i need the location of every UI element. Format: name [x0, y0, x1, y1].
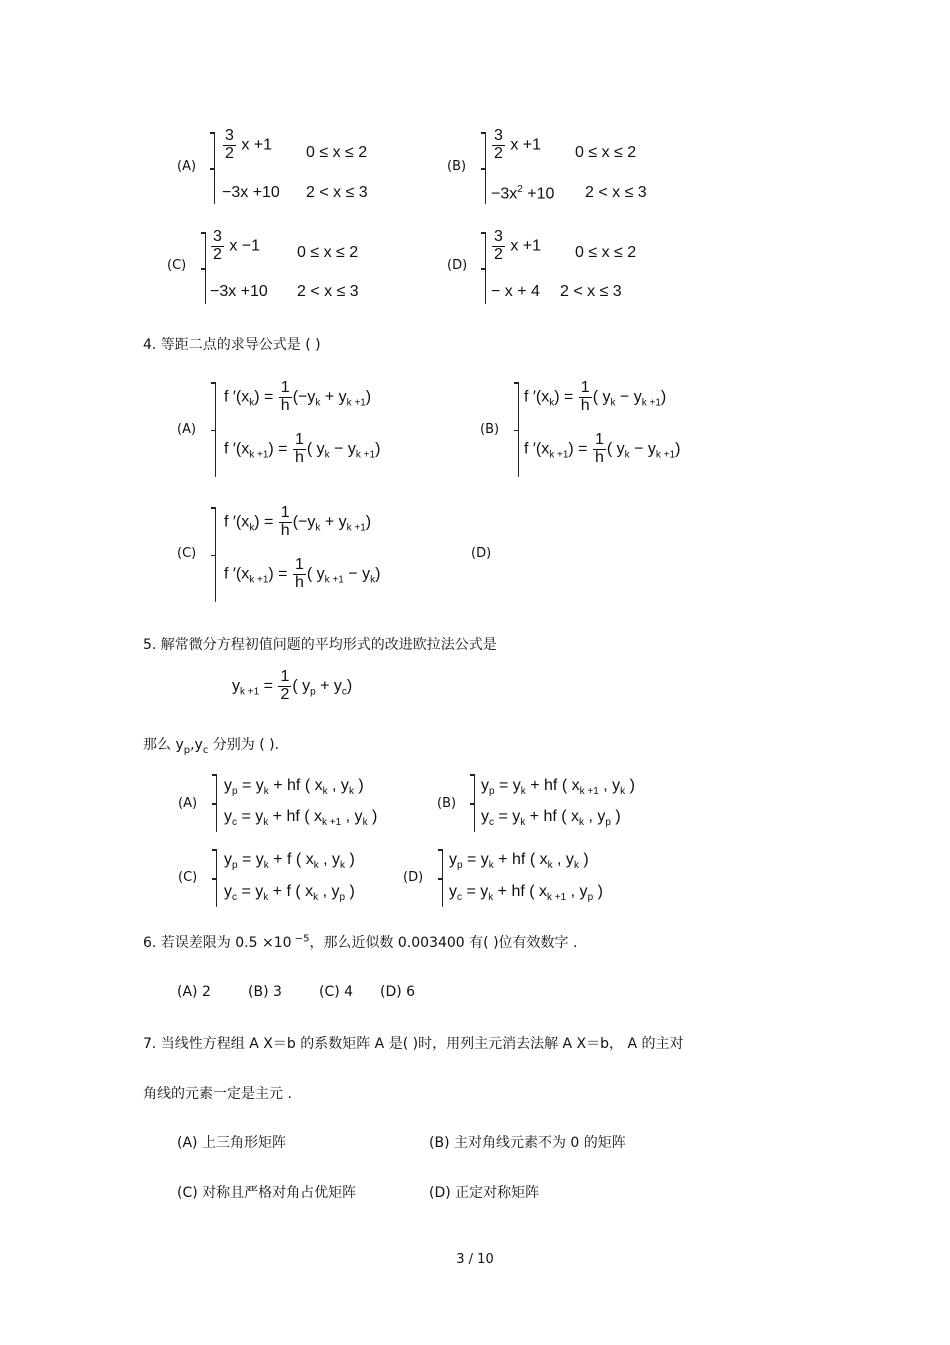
fraction: $\frac{3}{2}$	[225, 127, 234, 162]
option-label: (D)	[403, 870, 424, 885]
brace	[485, 232, 486, 304]
brace	[442, 849, 443, 907]
q6-option-d: (D) 6	[380, 984, 416, 1000]
question-7-line2: 角线的元素一定是主元 .	[143, 1086, 292, 1102]
brace	[205, 232, 206, 304]
fraction: $\frac{1}{2}$	[280, 668, 290, 703]
fraction: $\frac{3}{2}$	[494, 228, 503, 263]
brace	[215, 507, 216, 602]
option-label: (D)	[447, 258, 468, 273]
fraction: $\frac{3}{2}$	[494, 127, 503, 162]
option-label: (B)	[447, 159, 467, 174]
fraction: $\frac{1}{h}$	[580, 379, 590, 414]
page-number: 3 / 10	[456, 1252, 494, 1267]
option-label: (B)	[480, 422, 500, 437]
q7-option-a: (A) 上三角形矩阵	[177, 1135, 286, 1151]
fraction: $\frac{1}{h}$	[294, 431, 304, 466]
q7-option-d: (D) 正定对称矩阵	[429, 1185, 540, 1201]
fraction: $\frac{1}{h}$	[280, 504, 290, 539]
brace	[216, 849, 217, 907]
brace	[214, 132, 215, 204]
fraction: $\frac{3}{2}$	[213, 228, 222, 263]
brace	[216, 774, 217, 832]
q6-option-a: (A) 2	[177, 984, 211, 1000]
option-label: (A)	[177, 159, 197, 174]
q7-option-c: (C) 对称且严格对角占优矩阵	[177, 1185, 357, 1201]
option-label: (A)	[178, 796, 198, 811]
option-label: (A)	[177, 422, 197, 437]
question-5-ask: 那么 $y_p,y_c$ 分别为 ( ).	[143, 737, 280, 756]
fraction: $\frac{1}{h}$	[294, 556, 304, 591]
question-5-title: 5. 解常微分方程初值问题的平均形式的改进欧拉法公式是	[143, 637, 497, 653]
brace	[485, 132, 486, 204]
question-4-title: 4. 等距二点的求导公式是 ( )	[143, 337, 321, 353]
improved-euler-formula: $y_{k +1}$ = $\frac{1}{2}$ ( $y_p + y_c$)	[232, 668, 353, 703]
question-6-title: 6. 若误差限为 0.5 ×10 $^{-5}$，那么近似数 0.003400 有( )位有效数字 .	[143, 933, 578, 951]
q7-option-b: (B) 主对角线元素不为 0 的矩阵	[429, 1135, 626, 1151]
brace	[215, 382, 216, 477]
fraction: $\frac{1}{h}$	[594, 431, 604, 466]
fraction: $\frac{1}{h}$	[280, 379, 290, 414]
q4-option-d-label: (D)	[471, 546, 492, 561]
option-label: (C)	[177, 546, 197, 561]
q6-option-b: (B) 3	[248, 984, 282, 1000]
option-label: (C)	[178, 870, 198, 885]
question-7-line1: 7. 当线性方程组 A X＝b 的系数矩阵 A 是( )时，用列主元消去法解 A X＝b， A 的主对	[143, 1036, 684, 1052]
brace	[474, 774, 475, 832]
option-label: (C)	[167, 258, 187, 273]
option-label: (B)	[437, 796, 457, 811]
q6-option-c: (C) 4	[319, 984, 354, 1000]
brace	[518, 382, 519, 477]
